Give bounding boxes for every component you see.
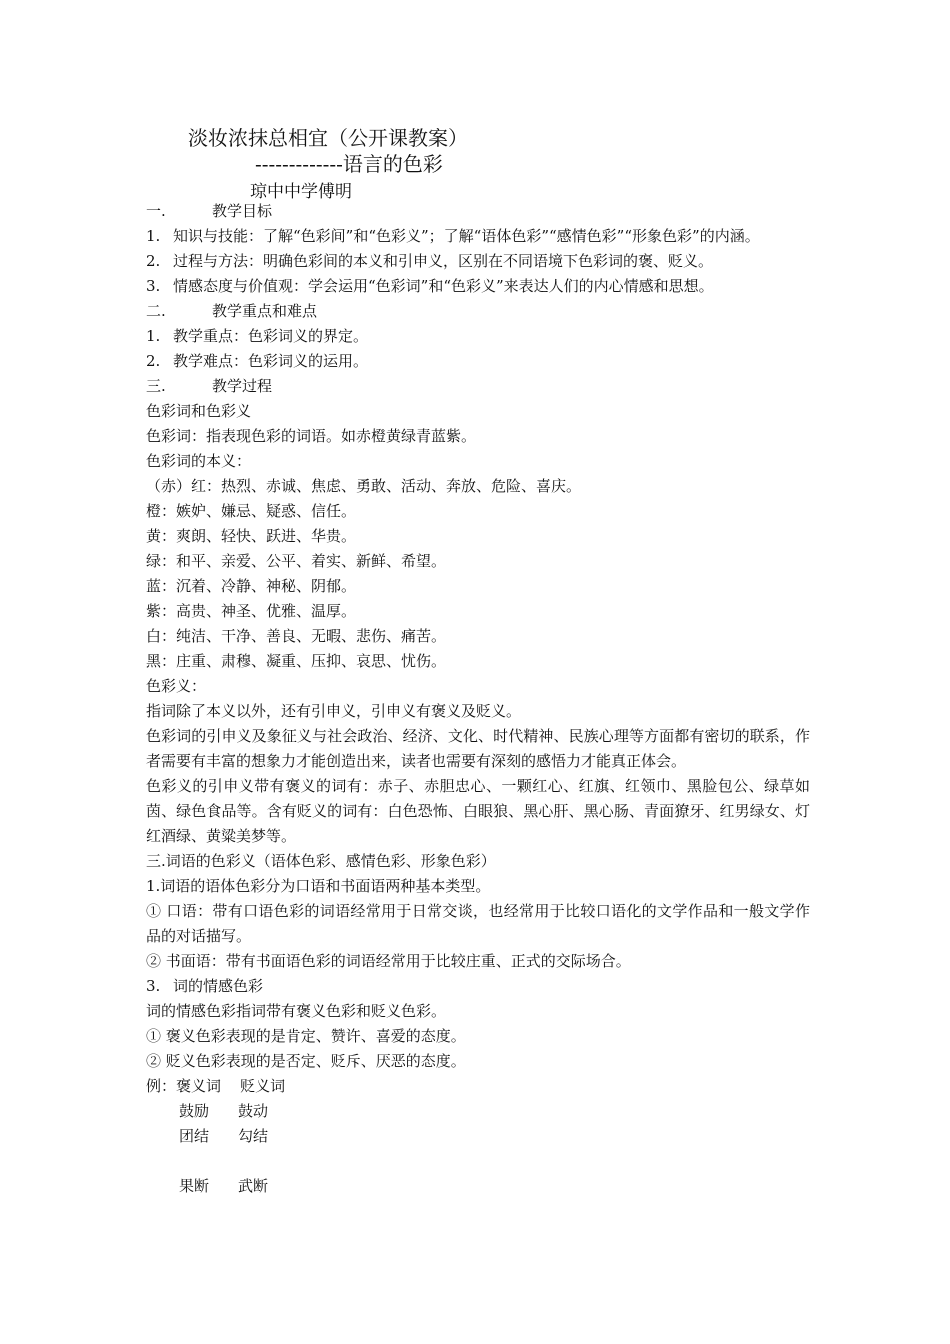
color-meaning-line: 白：纯洁、干净、善良、无暇、悲伤、痛苦。 <box>146 627 447 645</box>
item-number: 3. <box>146 977 161 995</box>
section-heading-color-meaning: 三.词语的色彩义（语体色彩、感情色彩、形象色彩） <box>146 852 496 870</box>
document-body <box>146 199 810 1199</box>
paragraph: 色彩词的本义： <box>146 452 252 470</box>
item-text: 词的情感色彩 <box>173 977 264 995</box>
section-number: 三. <box>146 377 166 395</box>
item-number: 2. <box>146 252 161 270</box>
negative-word: 勾结 <box>238 1127 269 1145</box>
color-meaning-line: （赤）红：热烈、赤诚、焦虑、勇敢、活动、奔放、危险、喜庆。 <box>146 477 582 495</box>
example-pair <box>146 1099 810 1124</box>
paragraph: 1.词语的语体色彩分为口语和书面语两种基本类型。 <box>146 877 491 895</box>
section-label: 教学目标 <box>212 202 273 220</box>
paragraph: 词的情感色彩指词带有褒义色彩和贬义色彩。 <box>146 1002 447 1020</box>
document-subtitle: -------------语言的色彩 <box>255 152 443 176</box>
negative-word: 武断 <box>238 1177 269 1195</box>
goal-item <box>146 274 810 299</box>
item-number: 3. <box>146 277 161 295</box>
goal-item <box>146 224 810 249</box>
item-number: 1. <box>146 227 161 245</box>
keypoint-item <box>146 324 810 349</box>
item-text: 过程与方法：明确色彩间的本义和引申义，区别在不同语境下色彩词的褒、贬义。 <box>173 252 714 270</box>
section-number: 一. <box>146 202 166 220</box>
item-text: 知识与技能：了解“色彩间”和“色彩义”；了解“语体色彩”“感情色彩”“形象色彩”的内涵。 <box>173 227 760 245</box>
section-heading-process <box>146 374 810 399</box>
item-text: 情感态度与价值观：学会运用“色彩词”和“色彩义”来表达人们的内心情感和思想。 <box>173 277 714 295</box>
color-meaning-line: 橙：嫉妒、嫌忌、疑惑、信任。 <box>146 502 357 520</box>
section-heading-keypoints <box>146 299 810 324</box>
goal-item <box>146 249 810 274</box>
author-line: 琼中中学傅明 <box>250 182 352 202</box>
list-item: ① 褒义色彩表现的是肯定、赞许、喜爱的态度。 <box>146 1027 466 1045</box>
item-number: 1. <box>146 327 161 345</box>
item-number: 2. <box>146 352 161 370</box>
example-label: 例：褒义词 贬义词 <box>146 1077 286 1095</box>
paragraph: 色彩义的引申义带有褒义的词有：赤子、赤胆忠心、一颗红心、红旗、红领巾、黑脸包公、绿草如茵、绿色食品等。含有贬义的词有：白色恐怖、白眼狼、黑心肝、黑心肠、青面獠牙、红男绿女、灯红酒绿、黄粱美梦等。 <box>146 777 810 845</box>
paragraph: ① 口语：带有口语色彩的词语经常用于日常交谈，也经常用于比较口语化的文学作品和一般文学作品的对话描写。 <box>146 902 810 945</box>
paragraph: 色彩词：指表现色彩的词语。如赤橙黄绿青蓝紫。 <box>146 427 477 445</box>
color-meaning-line: 黑：庄重、肃穆、凝重、压抑、哀思、忧伤。 <box>146 652 447 670</box>
item-text: 教学重点：色彩词义的界定。 <box>173 327 369 345</box>
color-meaning-line: 黄：爽朗、轻快、跃进、华贵。 <box>146 527 357 545</box>
positive-word: 果断 <box>179 1177 210 1195</box>
color-meaning-line: 紫：高贵、神圣、优雅、温厚。 <box>146 602 357 620</box>
paragraph: 色彩义： <box>146 677 207 695</box>
item-text: 教学难点：色彩词义的运用。 <box>173 352 369 370</box>
section-number: 二. <box>146 302 166 320</box>
keypoint-item <box>146 349 810 374</box>
emotion-heading <box>146 974 810 999</box>
example-pair <box>146 1124 810 1149</box>
blank-line <box>146 1149 810 1174</box>
example-pair <box>146 1174 810 1199</box>
section-label: 教学重点和难点 <box>212 302 318 320</box>
document-title: 淡妆浓抹总相宜（公开课教案） <box>188 126 468 150</box>
color-meaning-line: 蓝：沉着、冷静、神秘、阴郁。 <box>146 577 357 595</box>
paragraph: 色彩词的引申义及象征义与社会政治、经济、文化、时代精神、民族心理等方面都有密切的联系，作者需要有丰富的想象力才能创造出来，读者也需要有深刻的感悟力才能真正体会。 <box>146 727 810 770</box>
negative-word: 鼓动 <box>238 1102 269 1120</box>
paragraph: 指词除了本义以外，还有引申义，引申义有褒义及贬义。 <box>146 702 522 720</box>
section-label: 教学过程 <box>212 377 273 395</box>
list-item: ② 贬义色彩表现的是否定、贬斥、厌恶的态度。 <box>146 1052 466 1070</box>
section-heading-goals <box>146 199 810 224</box>
color-meaning-line: 绿：和平、亲爱、公平、着实、新鲜、希望。 <box>146 552 447 570</box>
positive-word: 团结 <box>179 1127 210 1145</box>
paragraph: 色彩词和色彩义 <box>146 402 252 420</box>
paragraph: ② 书面语：带有书面语色彩的词语经常用于比较庄重、正式的交际场合。 <box>146 952 631 970</box>
positive-word: 鼓励 <box>179 1102 210 1120</box>
